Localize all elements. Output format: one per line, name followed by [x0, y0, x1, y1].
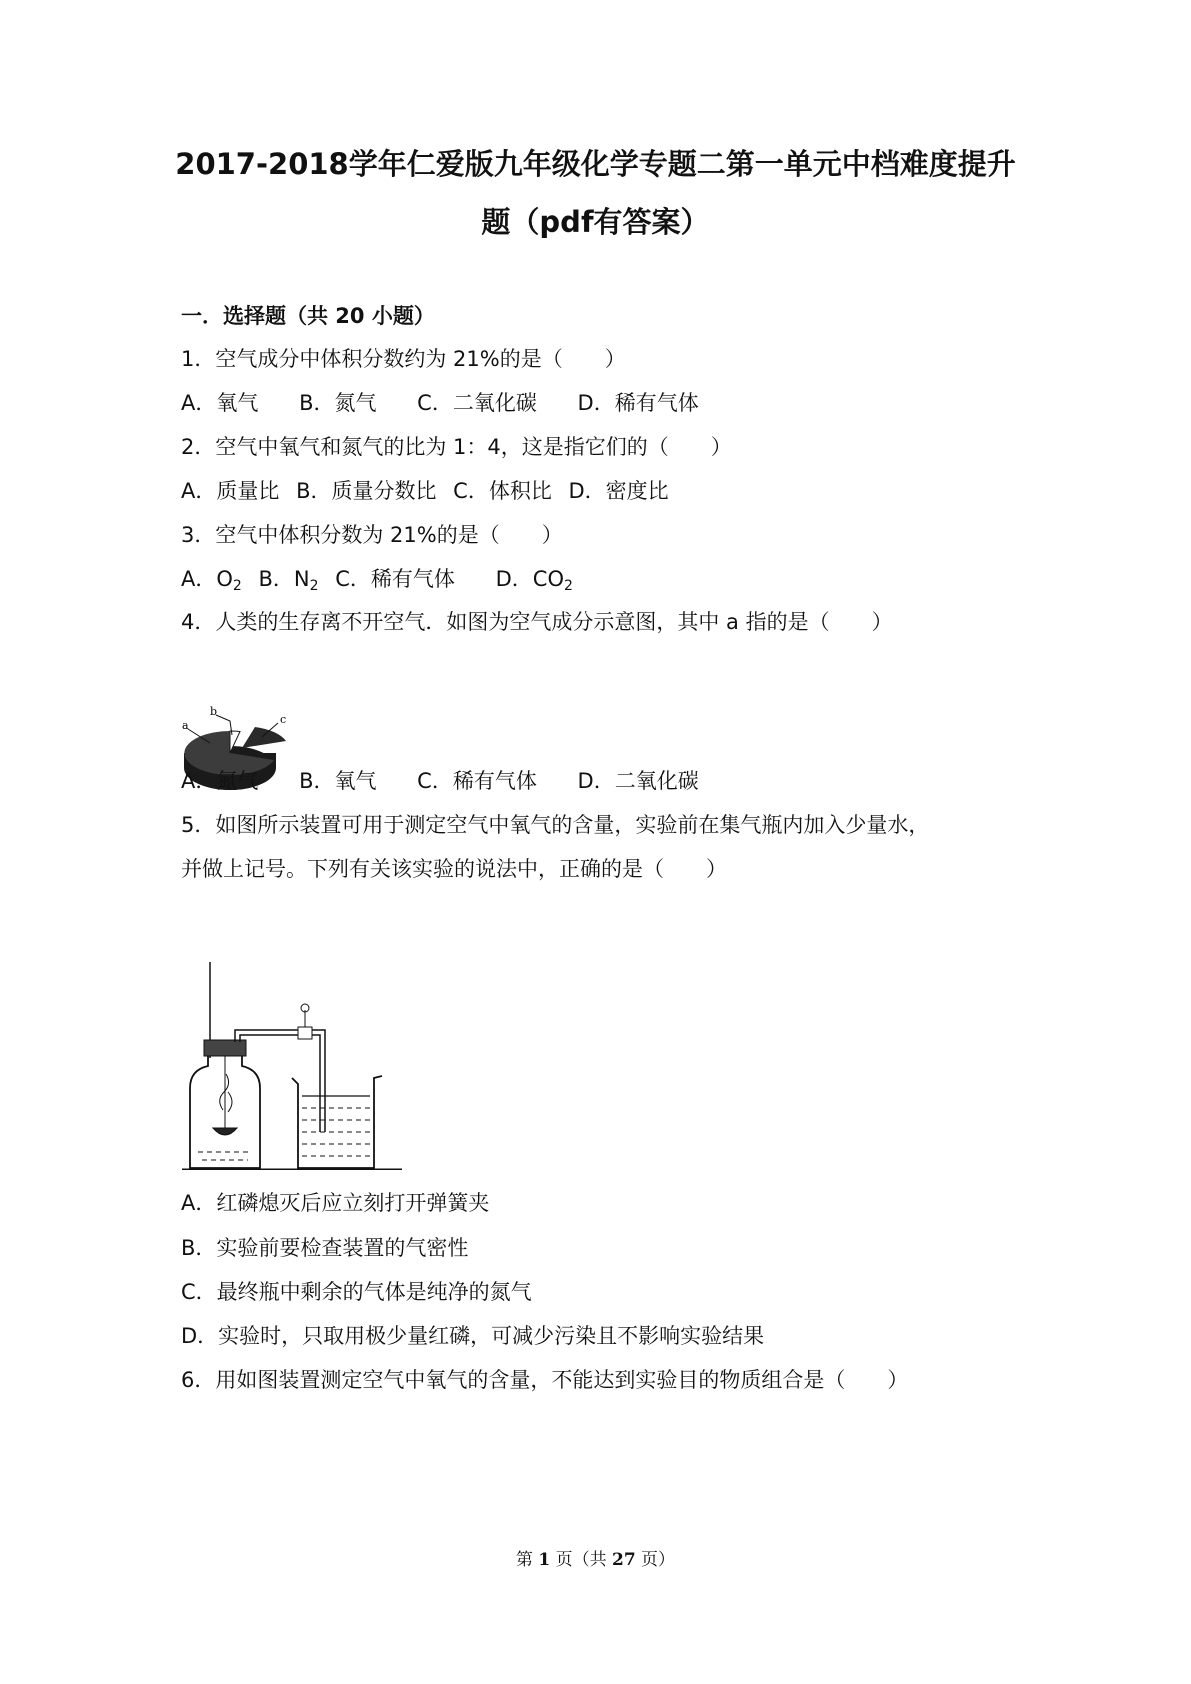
q5-stem-line2: 并做上记号。下列有关该实验的说法中，正确的是（ ）	[181, 857, 727, 881]
q2-options	[181, 478, 679, 504]
q5-option-d: D．实验时，只取用极少量红磷，可减少污染且不影响实验结果	[181, 1324, 765, 1348]
q6-stem: 6．用如图装置测定空气中氧气的含量，不能达到实验目的物质组合是（ ）	[181, 1368, 909, 1392]
pie-label-a: a	[182, 719, 189, 732]
q1-option-d: D．稀有气体	[577, 391, 699, 415]
q3-options	[181, 566, 607, 599]
q1-option-a: A．氧气	[181, 391, 259, 415]
q1-stem: 1．空气成分中体积分数约为 21%的是（ ）	[181, 347, 626, 371]
q5-option-c: C．最终瓶中剩余的气体是纯净的氮气	[181, 1280, 532, 1304]
pie-label-b: b	[210, 705, 218, 718]
q4-option-b: B．氧气	[299, 769, 377, 793]
q2-option-b: B．质量分数比	[296, 479, 437, 503]
section-heading: 一．选择题（共 20 小题）	[181, 304, 435, 328]
q1-options	[181, 390, 733, 416]
q4-stem: 4．人类的生存离不开空气．如图为空气成分示意图，其中 a 指的是（ ）	[181, 610, 893, 634]
pie-label-c: c	[280, 713, 287, 726]
q3-option-d: D．$CO_2$	[495, 567, 573, 594]
q2-option-c: C．体积比	[453, 479, 552, 503]
q3-option-b: B．$N_2$	[258, 567, 319, 594]
q5-option-b: B．实验前要检查装置的气密性	[181, 1236, 469, 1260]
q2-stem: 2．空气中氧气和氮气的比为 1：4，这是指它们的（ ）	[181, 435, 732, 459]
q4-option-d: D．二氧化碳	[577, 769, 699, 793]
q3-stem: 3．空气中体积分数为 21%的是（ ）	[181, 523, 563, 547]
q5-option-a: A．红磷熄灭后应立刻打开弹簧夹	[181, 1191, 490, 1215]
page-number: 1	[538, 1550, 551, 1570]
q1-option-c: C．二氧化碳	[417, 391, 537, 415]
q4-option-a: A．氮气	[181, 769, 259, 793]
q3-option-c: C．稀有气体	[335, 567, 455, 591]
q4-option-c: C．稀有气体	[417, 769, 537, 793]
doc-title-line1: 2017-2018学年仁爱版九年级化学专题二第一单元中档难度提升	[175, 147, 1016, 181]
doc-title-line2: 题（pdf有答案）	[481, 205, 710, 239]
page-footer: 第 1 页（共 27 页）	[515, 1550, 676, 1570]
q4-options	[181, 768, 733, 794]
q2-option-a: A．质量比	[181, 479, 280, 503]
oxygen-apparatus-figure	[180, 960, 405, 1170]
q1-option-b: B．氮气	[299, 391, 377, 415]
page-total: 27	[611, 1550, 636, 1570]
q5-stem-line1: 5．如图所示装置可用于测定空气中氧气的含量，实验前在集气瓶内加入少量水，	[181, 813, 930, 837]
q2-option-d: D．密度比	[568, 479, 669, 503]
q3-option-a: A．$O_2$	[181, 567, 242, 594]
